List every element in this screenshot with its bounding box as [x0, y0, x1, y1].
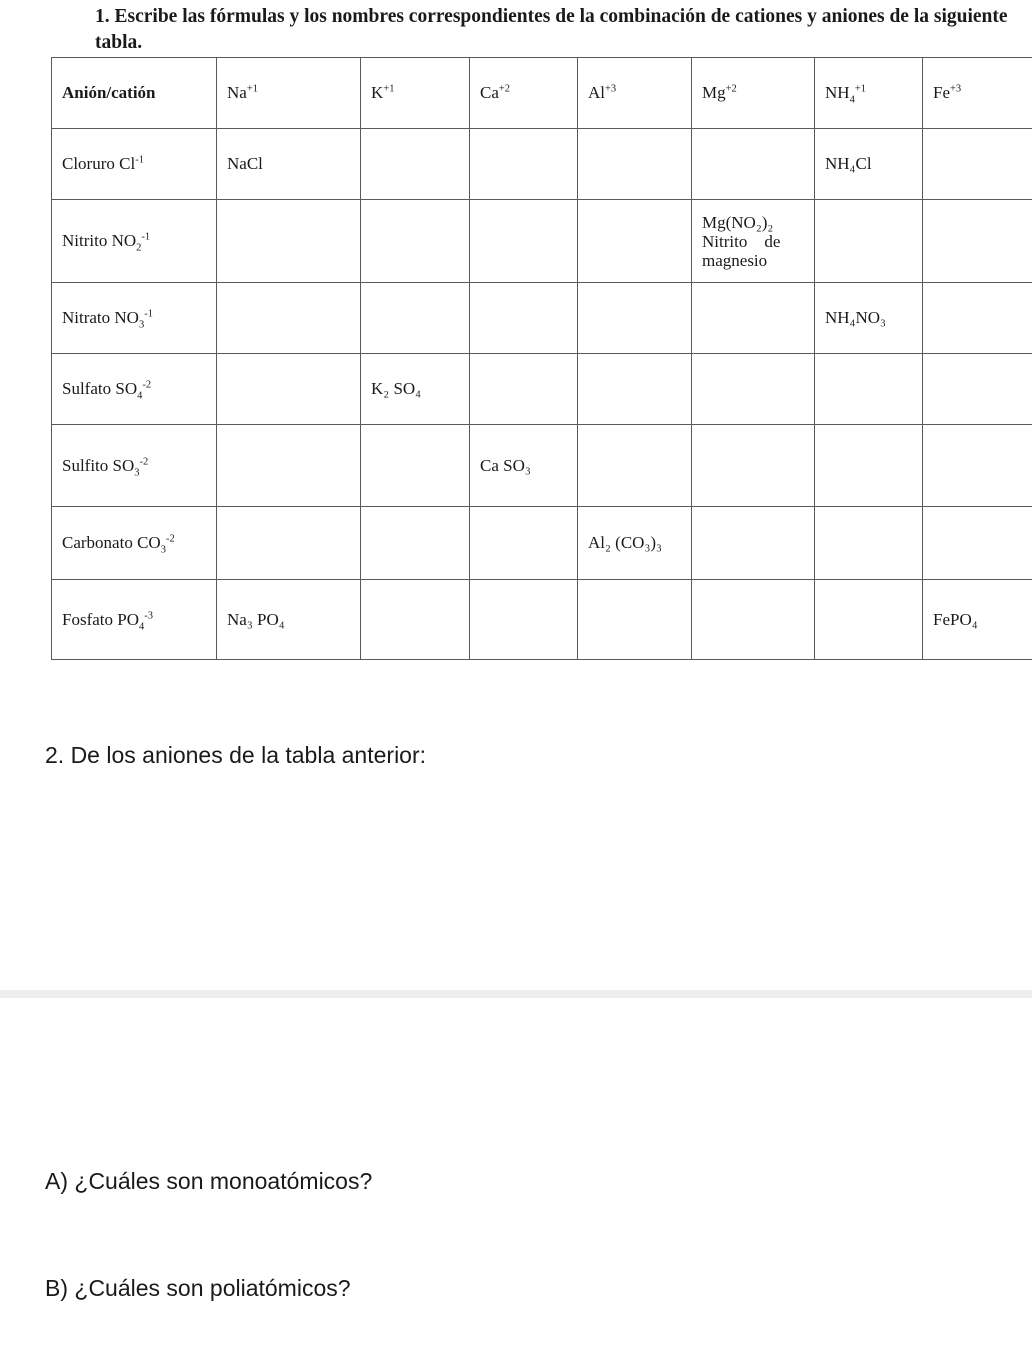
table-cell: [470, 354, 578, 425]
cell-nacl: NaCl: [217, 129, 361, 200]
section-divider: [0, 990, 1032, 998]
worksheet-image: [0, 0, 1032, 660]
table-row: [52, 507, 1032, 580]
table-cell: [692, 354, 815, 425]
table-cell: [217, 425, 361, 507]
corner-header: Anión/catión: [52, 58, 217, 129]
table-cell: [815, 425, 923, 507]
table-cell: [815, 580, 923, 660]
table-row: [52, 200, 1032, 283]
cell-mg-no2-name-line1: Nitrito de: [702, 231, 781, 251]
ion-combination-table: [51, 57, 1032, 660]
table-header-row: [52, 58, 1032, 129]
table-row: [52, 129, 1032, 200]
table-cell: [470, 507, 578, 580]
anion-header-sulfato: Sulfato $SO_4^{-2}$: [52, 354, 217, 425]
table-cell: [692, 283, 815, 354]
table-cell: [217, 283, 361, 354]
cation-header-k: $K^{+1}$: [361, 58, 470, 129]
table-cell: [217, 507, 361, 580]
table-cell: [578, 200, 692, 283]
anion-header-nitrito: Nitrito $NO_2^{-1}$: [52, 200, 217, 283]
table-row: [52, 283, 1032, 354]
cation-header-mg: $Mg^{+2}$: [692, 58, 815, 129]
table-cell: [923, 283, 1032, 354]
cation-header-fe: $Fe^{+3}$: [923, 58, 1032, 129]
cation-header-ca: $Ca^{+2}$: [470, 58, 578, 129]
table-cell: [470, 200, 578, 283]
cell-k2so4: K₂ SO₄: [361, 354, 470, 425]
anion-header-cloruro: Cloruro $Cl^{-1}$: [52, 129, 217, 200]
question-2-heading: 2. De los aniones de la tabla anterior:: [45, 742, 427, 768]
table-cell: [923, 129, 1032, 200]
table-cell: [578, 425, 692, 507]
table-cell: [361, 283, 470, 354]
cell-mg-no2: [692, 200, 815, 283]
table-cell: [815, 200, 923, 283]
table-cell: [692, 580, 815, 660]
anion-header-fosfato: Fosfato $PO_4^{-3}$: [52, 580, 217, 660]
table-cell: [923, 507, 1032, 580]
table-cell: [692, 129, 815, 200]
table-cell: [361, 425, 470, 507]
cation-header-nh4: $NH_4^{+1}$: [815, 58, 923, 129]
table-cell: [470, 283, 578, 354]
cell-mg-no2-formula: Mg(NO₂)₂: [702, 212, 774, 232]
table-cell: [361, 129, 470, 200]
cell-nh4no3: NH₄NO₃: [815, 283, 923, 354]
cell-caso3: Ca SO₃: [470, 425, 578, 507]
anion-header-carbonato: Carbonato $CO_3^{-2}$: [52, 507, 217, 580]
cation-header-al: $Al^{+3}$: [578, 58, 692, 129]
table-cell: [692, 425, 815, 507]
table-cell: [217, 200, 361, 283]
table-row: [52, 580, 1032, 660]
cell-mg-no2-name-line2: magnesio: [702, 250, 768, 270]
table-row: [52, 354, 1032, 425]
anion-header-nitrato: Nitrato $NO_3^{-1}$: [52, 283, 217, 354]
table-cell: [578, 354, 692, 425]
table-cell: [578, 283, 692, 354]
cell-fepo4: FePO₄: [923, 580, 1032, 660]
table-row: [52, 425, 1032, 507]
question-a: A) ¿Cuáles son monoatómicos?: [45, 1168, 373, 1194]
question-b: B) ¿Cuáles son poliatómicos?: [45, 1275, 351, 1301]
table-cell: [815, 354, 923, 425]
cell-na3po4: Na₃ PO₄: [217, 580, 361, 660]
table-cell: [578, 580, 692, 660]
table-cell: [361, 200, 470, 283]
table-cell: [923, 425, 1032, 507]
instruction-text: 1. Escribe las fórmulas y los nombres correspondientes de la combinación de cationes y aniones de la siguiente tabla.: [95, 6, 1008, 53]
table-cell: [578, 129, 692, 200]
table-cell: [470, 129, 578, 200]
cell-al2co3: Al₂ (CO₃)₃: [578, 507, 692, 580]
table-cell: [217, 354, 361, 425]
cation-header-na: $Na^{+1}$: [217, 58, 361, 129]
table-cell: [815, 507, 923, 580]
cell-nh4cl: NH₄Cl: [815, 129, 923, 200]
table-cell: [923, 200, 1032, 283]
anion-header-sulfito: Sulfito $SO_3^{-2}$: [52, 425, 217, 507]
table-cell: [470, 580, 578, 660]
table-cell: [692, 507, 815, 580]
table-cell: [361, 507, 470, 580]
table-cell: [923, 354, 1032, 425]
table-cell: [361, 580, 470, 660]
